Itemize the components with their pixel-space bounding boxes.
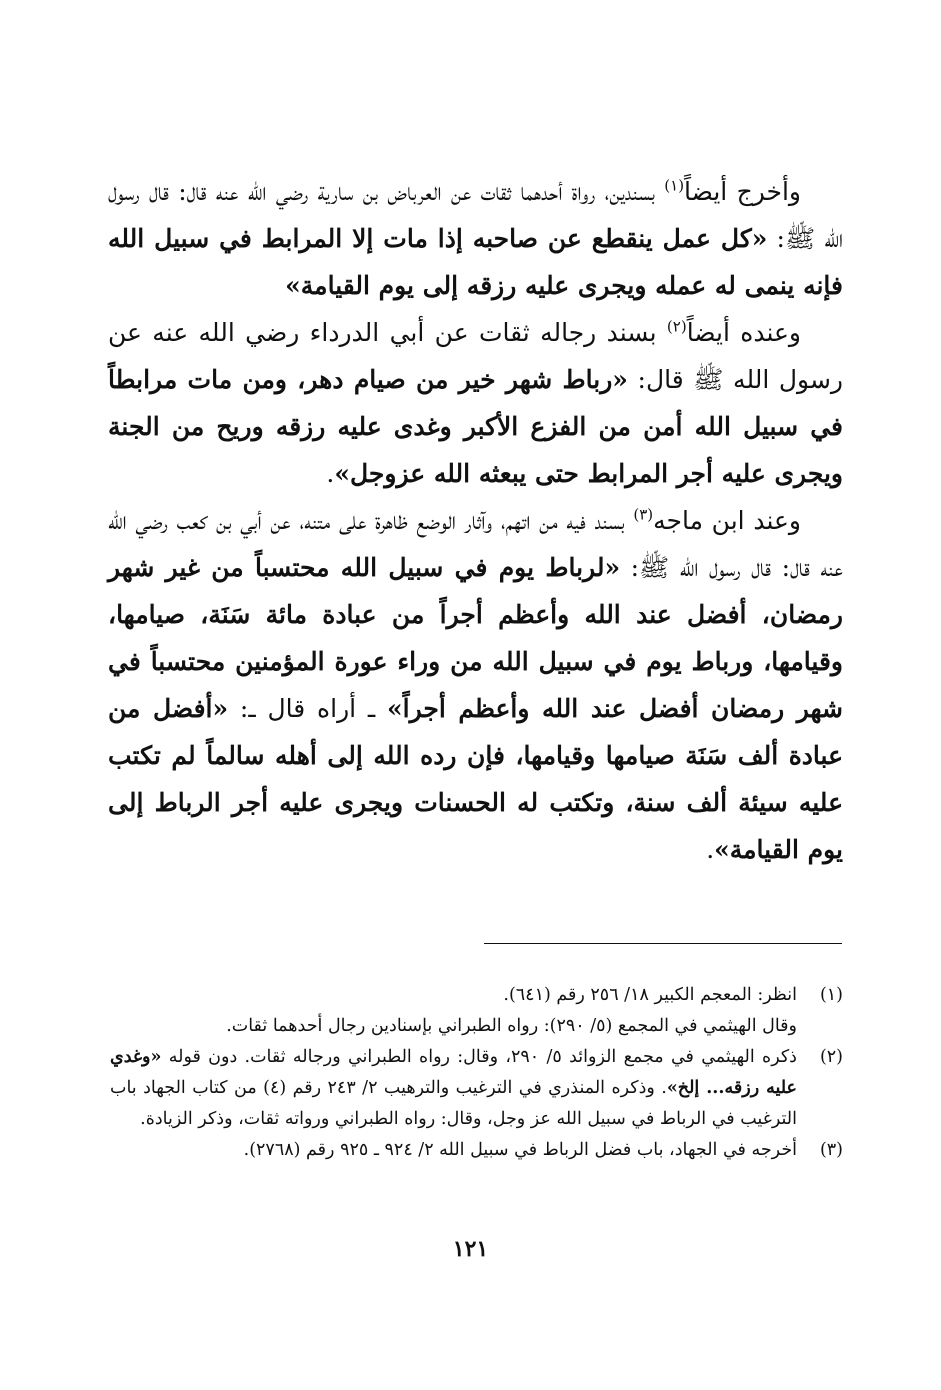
hadith-quote: «رباط شهر خير من صيام دهر، ومن مات مرابطاً في سبيل الله أمن من الفزع الأكبر وغدى عليه رزقه وريح من الجنة ويجرى عليه أجر المرابط حتى يبعثه الله عزوجل» [108, 365, 843, 488]
paragraph-end: . [326, 459, 335, 488]
paragraph-3 [108, 497, 843, 873]
paragraph-intro: وعند ابن ماجه [653, 506, 801, 535]
footnote-ref: (٣) [633, 505, 654, 524]
paragraph-text: بسند فيه من اتهم، وآثار الوضع ظاهرة على متنه، عن أبي بن كعب رضي الله عنه قال: قال رسول الله ﷺ: [108, 506, 843, 582]
paragraph-text: ـ أراه قال ـ: [228, 694, 388, 723]
footnote-ref: (٢) [666, 317, 687, 336]
paragraph-1 [108, 168, 843, 309]
footnote-number: (٣) [819, 1140, 843, 1160]
footnote-text: وقال الهيثمي في المجمع (٥/ ٢٩٠): رواه الطبراني بإسنادين رجال أحدهما ثقات. [226, 1016, 797, 1036]
paragraph-intro: وعنده أيضاً [686, 318, 801, 347]
footnote-2 [110, 1042, 843, 1135]
hadith-quote: «كل عمل ينقطع عن صاحبه إذا مات إلا المرابط في سبيل الله فإنه ينمى له عمله ويجرى عليه رزقه إلى يوم القيامة» [108, 224, 843, 300]
hadith-quote: «أفضل من عبادة ألف سَنَة صيامها وقيامها، فإن رده الله إلى أهله سالماً لم تكتب عليه سيئة ألف سنة، وتكتب له الحسنات ويجرى عليه أجر الرباط إلى يوم القيامة» [108, 694, 843, 864]
paragraph-intro: وأخرج أيضاً [684, 177, 801, 206]
footnote-text: أخرجه في الجهاد، باب فضل الرباط في سبيل الله ٢/ ٩٢٤ ـ ٩٢٥ رقم (٢٧٦٨). [243, 1140, 797, 1160]
main-text [108, 168, 843, 873]
paragraph-end: . [706, 835, 715, 864]
footnote-number: (١) [819, 985, 843, 1005]
paragraph-text: بسند رجاله ثقات عن أبي الدرداء رضي الله عنه عن رسول الله ﷺ قال: [108, 318, 843, 394]
page-number: ١٢١ [452, 1236, 489, 1262]
footnote-number: (٢) [819, 1047, 843, 1067]
footnotes [110, 980, 843, 1166]
footnote-ref: (١) [664, 176, 685, 195]
footnote-quote: «وغدي عليه رزقه... إلخ» [110, 1047, 797, 1098]
footnote-text: انظر: المعجم الكبير ١٨/ ٢٥٦ رقم (٦٤١). [503, 985, 797, 1005]
footnote-1 [110, 980, 843, 1042]
footnote-text: . وذكره المنذري في الترغيب والترهيب ٢/ ٢٤٣ رقم (٤) من كتاب الجهاد باب الترغيب في الرباط في سبيل الله عز وجل، وقال: رواه الطبراني ورواته ثقات، وذكر الزيادة. [110, 1078, 797, 1129]
paragraph-2 [108, 309, 843, 497]
footnote-text: ذكره الهيثمي في مجمع الزوائد ٥/ ٢٩٠، وقال: رواه الطبراني ورجاله ثقات. دون قوله [161, 1047, 797, 1067]
footnote-separator [484, 943, 842, 944]
footnote-3 [110, 1135, 843, 1166]
hadith-quote: «لرباط يوم في سبيل الله محتسباً من غير شهر رمضان، أفضل عند الله وأعظم أجراً من عبادة مائة سَنَة، صيامها، وقيامها، ورباط يوم في سبيل الله من وراء عورة المؤمنين محتسباً في شهر رمضان أفضل عند الله وأعظم أجراً» [108, 553, 843, 723]
paragraph-text: بسندين، رواة أحدهما ثقات عن العرباض بن سارية رضي الله عنه قال: قال رسول الله ﷺ: [108, 177, 844, 253]
